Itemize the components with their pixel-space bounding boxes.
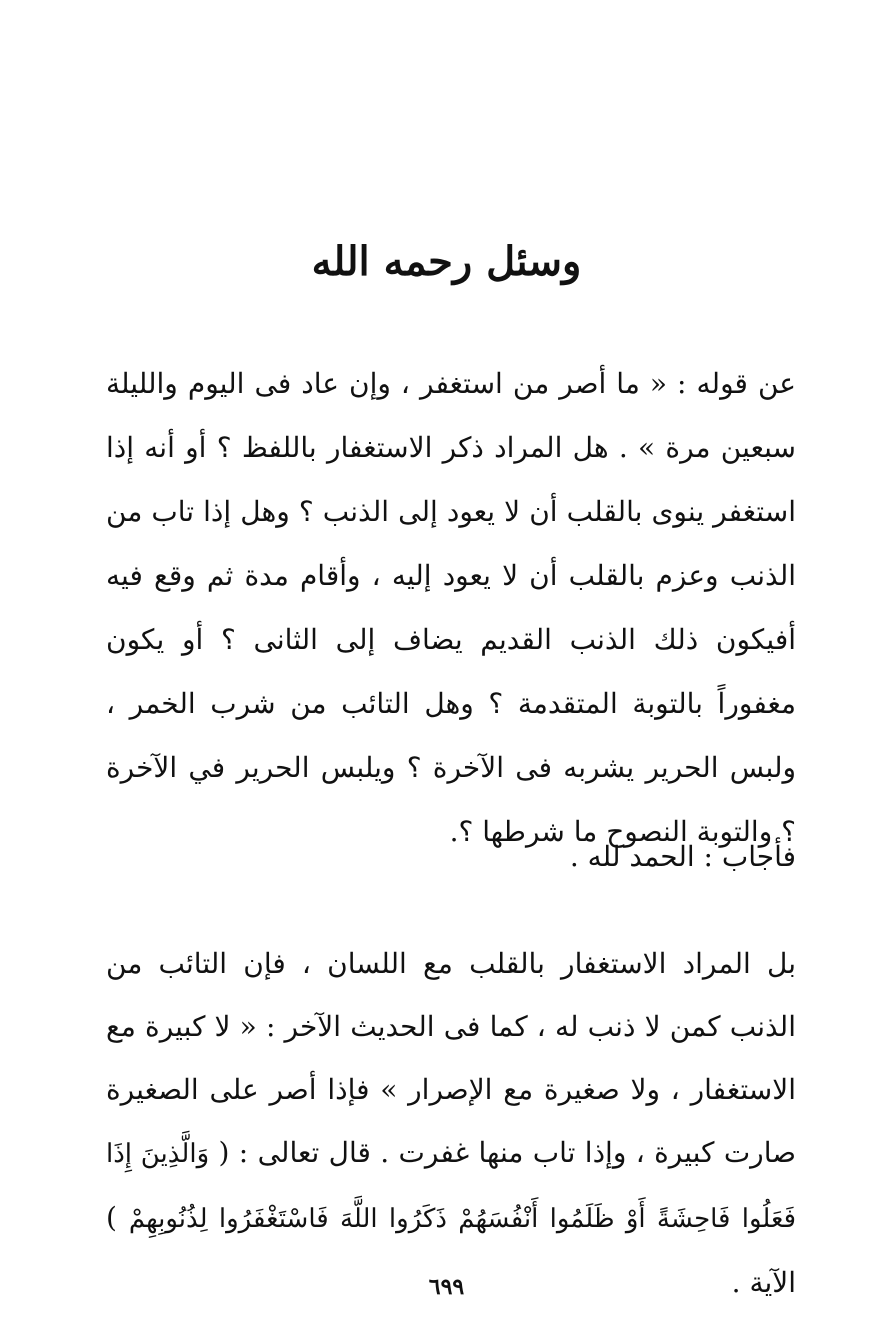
answer-paragraph (106, 932, 796, 1314)
quran-verse: وَالَّذِينَ إِذَا فَعَلُوا فَاحِشَةً أَوْ ظَلَمُوا أَنْفُسَهُمْ ذَكَرُوا اللَّهَ فَاسْتَغْفَرُوا لِذُنُوبِهِمْ (106, 1139, 796, 1234)
answer-text-before: بل المراد الاستغفار بالقلب مع اللسان ، فإن التائب من الذنب كمن لا ذنب له ، كما فى الحديث الآخر : « لا كبيرة مع الاستغفار ، ولا صغيرة مع الإصرار » فإذا أصر على الصغيرة صارت كبيرة ، وإذا تاب منها غفرت . قال تعالى : ( (106, 947, 797, 1169)
section-heading: وسئل رحمه الله (311, 238, 582, 285)
answer-text-after: ) الآية . (106, 1201, 796, 1299)
question-paragraph: عن قوله : « ما أصر من استغفر ، وإن عاد فى اليوم والليلة سبعين مرة » . هل المراد ذكر الاستغفار باللفظ ؟ أو أنه إذا استغفر ينوى بالقلب أن لا يعود إلى الذنب ؟ وهل إذا تاب من الذنب وعزم بالقلب أن لا يعود إليه ، وأقام مدة ثم وقع فيه أفيكون ذلك الذنب القديم يضاف إلى الثانى ؟ أو يكون مغفوراً بالتوبة المتقدمة ؟ وهل التائب من شرب الخمر ، ولبس الحرير يشربه فى الآخرة ؟ ويلبس الحرير في الآخرة ؟ والتوبة النصوح ما شرطها ؟. (106, 367, 797, 848)
page-number: ٦٩٩ (428, 1274, 465, 1300)
answer-intro: فأجاب : الحمد لله . (569, 840, 796, 873)
